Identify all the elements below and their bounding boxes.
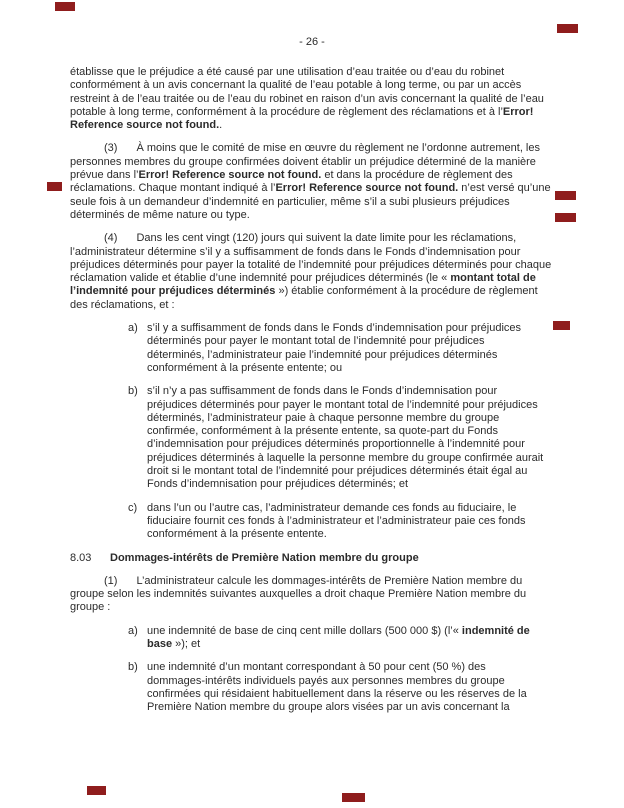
- red-annotation-mark: [555, 213, 576, 222]
- list-item-label: c): [128, 501, 138, 514]
- red-annotation-mark: [553, 321, 570, 330]
- red-annotation-mark: [87, 786, 106, 795]
- red-annotation-mark: [557, 24, 578, 33]
- list-item-c: [128, 502, 558, 542]
- list-item-label: b): [128, 385, 138, 398]
- page-number: - 26 -: [299, 36, 325, 48]
- red-annotation-mark: [342, 793, 365, 802]
- list-item-label: a): [128, 322, 138, 335]
- paragraph-number: (1): [104, 574, 118, 587]
- list-item-text: s’il n’y a pas suffisamment de fonds dans le Fonds d’indemnisation pour préjudices déterminés pour payer le montant total de l’indemnité pour préjudices déterminés, l’administrateur paie à chaque personne membre du groupe confirmée, conformément à la présente entente, sa quote-part du Fonds d’indemnisation pour préjudices déterminés proportionnelle à l’indemnité pour préjudices déterminés à laquelle la personne membre du groupe confirmée aurait droit si le montant total de l’indemnité pour préjudices déterminés était égal au Fonds d’indemnisation pour préjudices déterminés; et: [147, 385, 544, 491]
- paragraph-intro: établisse que le préjudice a été causé par une utilisation d’eau traitée ou d’eau du robinet conformément à un avis concernant la qualité de l’eau potable à long terme, ou par un accès restreint à de l’eau traitée ou de l’eau du robinet en raison d’un avis concernant la qualité de l’eau potable à long terme, conformément à la procédure de règlement des réclamations et à l’Error! Reference source not found..: [70, 66, 544, 132]
- list-item-text: une indemnité d’un montant correspondant à 50 pour cent (50 %) des dommages-intérêts individuels payés aux personnes membres du groupe confirmées qui résidaient habituellement dans la réserve ou les réserves de la Première Nation membre du groupe alors visées par un avis concernant la: [147, 661, 527, 714]
- document-body: [70, 66, 558, 724]
- list-item-text: s’il y a suffisamment de fonds dans le Fonds d’indemnisation pour préjudices déterminés pour payer le montant total de l’indemnité pour préjudices déterminés, l’administrateur paie l’indemnité pour préjudices déterminés conformément à la présente entente; ou: [147, 322, 521, 374]
- list-item-a: [128, 322, 558, 375]
- paragraph-number: (4): [104, 232, 118, 245]
- paragraph-number: (3): [104, 142, 118, 155]
- paragraph-text: À moins que le comité de mise en œuvre du règlement ne l’ordonne autrement, les personnes membres du groupe confirmées doivent établir un préjudice déterminé de la manière prévue dans l’Error! Reference source not found. et dans la procédure de règlement des réclamations. Chaque montant indiqué à l’Error! Reference source not found. n’est versé qu’une seule fois à un demandeur d’indemnité en particulier, même s’il a subi plusieurs préjudices déterminés de même nature ou type.: [70, 142, 551, 221]
- list-item-b2: [128, 661, 558, 714]
- list-item-b: [128, 385, 558, 491]
- list-item-label: a): [128, 624, 138, 637]
- section-title: Dommages-intérêts de Première Nation membre du groupe: [110, 551, 419, 564]
- red-annotation-mark: [55, 2, 75, 11]
- paragraph-text: Dans les cent vingt (120) jours qui suivent la date limite pour les réclamations, l’administrateur détermine s’il y a suffisamment de fonds dans le Fonds d’indemnisation pour préjudices déterminés pour payer la totalité de l’indemnité pour préjudices déterminés pour chaque réclamation valide et établie d’une indemnité pour préjudices déterminés (le « montant total de l’indemnité pour préjudices déterminés ») établie conformément à la procédure de règlement des réclamations, et :: [70, 232, 552, 311]
- paragraph-1: [70, 575, 558, 615]
- paragraph-3: [70, 142, 558, 222]
- list-item-a2: [128, 625, 558, 652]
- list-item-text: dans l’un ou l’autre cas, l’administrateur demande ces fonds au fiduciaire, le fiduciaire fournit ces fonds à l’administrateur et l’administrateur paie ces fonds conformément à la présente entente.: [147, 501, 526, 541]
- section-heading-8-03: [70, 552, 558, 565]
- red-annotation-mark: [47, 182, 62, 191]
- list-item-text: une indemnité de base de cinq cent mille dollars (500 000 $) (l’« indemnité de base »); et: [147, 624, 530, 650]
- red-annotation-mark: [555, 191, 576, 200]
- paragraph-text: L’administrateur calcule les dommages-intérêts de Première Nation membre du groupe selon les indemnités suivantes auxquelles a droit chaque Première Nation membre du groupe :: [70, 574, 527, 614]
- paragraph-4: [70, 232, 558, 312]
- list-item-label: b): [128, 661, 138, 674]
- section-number: 8.03: [70, 551, 92, 564]
